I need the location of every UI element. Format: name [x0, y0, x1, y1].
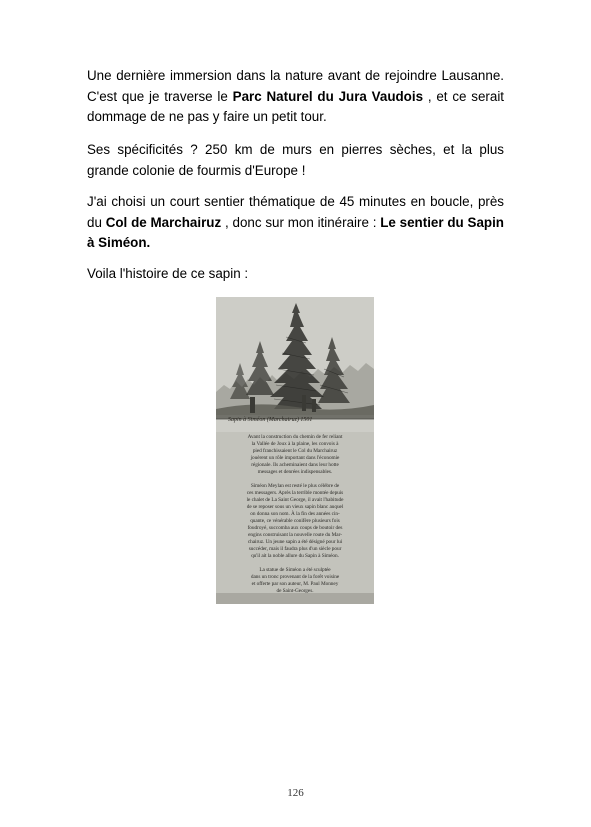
paragraph-trail [87, 192, 504, 254]
caption-line: qu'il ait la noble allure du Sapin à Siméon. [251, 553, 339, 559]
caption-line: de Saint-Georges. [276, 588, 314, 594]
caption-line: pied franchissaient le Col du Marchairuz [252, 448, 338, 454]
caption-line: chairuz. Un jeune sapin a été désigné pour lui [247, 539, 343, 545]
page-number: 126 [287, 787, 304, 799]
trail-name: Le sentier du Sapin à Siméon. [87, 214, 504, 250]
caption-line: on donna son nom. À la fin des années cin- [250, 511, 340, 517]
caption-line: dans un tronc provenant de la forêt voisine [250, 574, 340, 580]
caption-line: messages et denrées indispensables. [257, 469, 333, 475]
caption-line: ces messagers. Après la terrible montée depuis [246, 490, 344, 496]
caption-line: Siméon Meylan est resté le plus célèbre de [250, 483, 340, 489]
caption-line: quante, ce vénérable conifère plusieurs fois [250, 518, 340, 524]
caption-line: foudroyé, succomba aux coups de boutoir des [247, 525, 343, 531]
specifics-text: Ses spécificités ? 250 km de murs en pierres sèches, et la plus grande colonie de fourmis d'Europe ! [87, 142, 504, 178]
sign-signature: Sapin à Siméon (Marchairuz) 1501 [228, 417, 313, 423]
story-intro-text: Voila l'histoire de ce sapin : [87, 266, 249, 281]
caption-line: Avant la construction du chemin de fer reliant [247, 434, 343, 440]
paragraph-intro [87, 66, 504, 128]
caption-line: le chalet de La Saint George, il avait l'habitude [246, 497, 344, 503]
caption-line: succéder, mais il faudra plus d'un siècle pour [248, 546, 342, 552]
caption-line: et offerte par son auteur, M. Paul Monney [251, 581, 339, 587]
intro-text-end: , et ce serait dommage de ne pas y faire un petit tour. [87, 88, 505, 124]
caption-line: engins construisant la nouvelle route du Mar- [248, 532, 342, 538]
caption-line: La statue de Siméon a été sculptée [259, 567, 331, 573]
paragraph-specifics [87, 140, 504, 181]
col-name: Col de Marchairuz [105, 214, 222, 230]
caption-line: régionale. Ils acheminaient dans leur hotte [251, 462, 339, 468]
intro-text: Une dernière immersion dans la nature avant de rejoindre Lausanne. C'est que je traverse le [87, 68, 504, 104]
trail-text: J'ai choisi un court sentier thématique de 45 minutes en boucle, près du [87, 194, 504, 230]
sign-photo [216, 297, 374, 604]
paragraph-story-intro [87, 264, 504, 285]
park-name: Parc Naturel du Jura Vaudois [232, 88, 424, 104]
caption-line: la Vallée de Joux à la plaine, les convois à [251, 441, 339, 447]
caption-line: jouèrent un rôle important dans l'économie [250, 455, 340, 461]
trail-text-mid: , donc sur mon itinéraire : [221, 214, 381, 230]
caption-line: de se reposer sous un vieux sapin blanc auquel [246, 504, 344, 510]
